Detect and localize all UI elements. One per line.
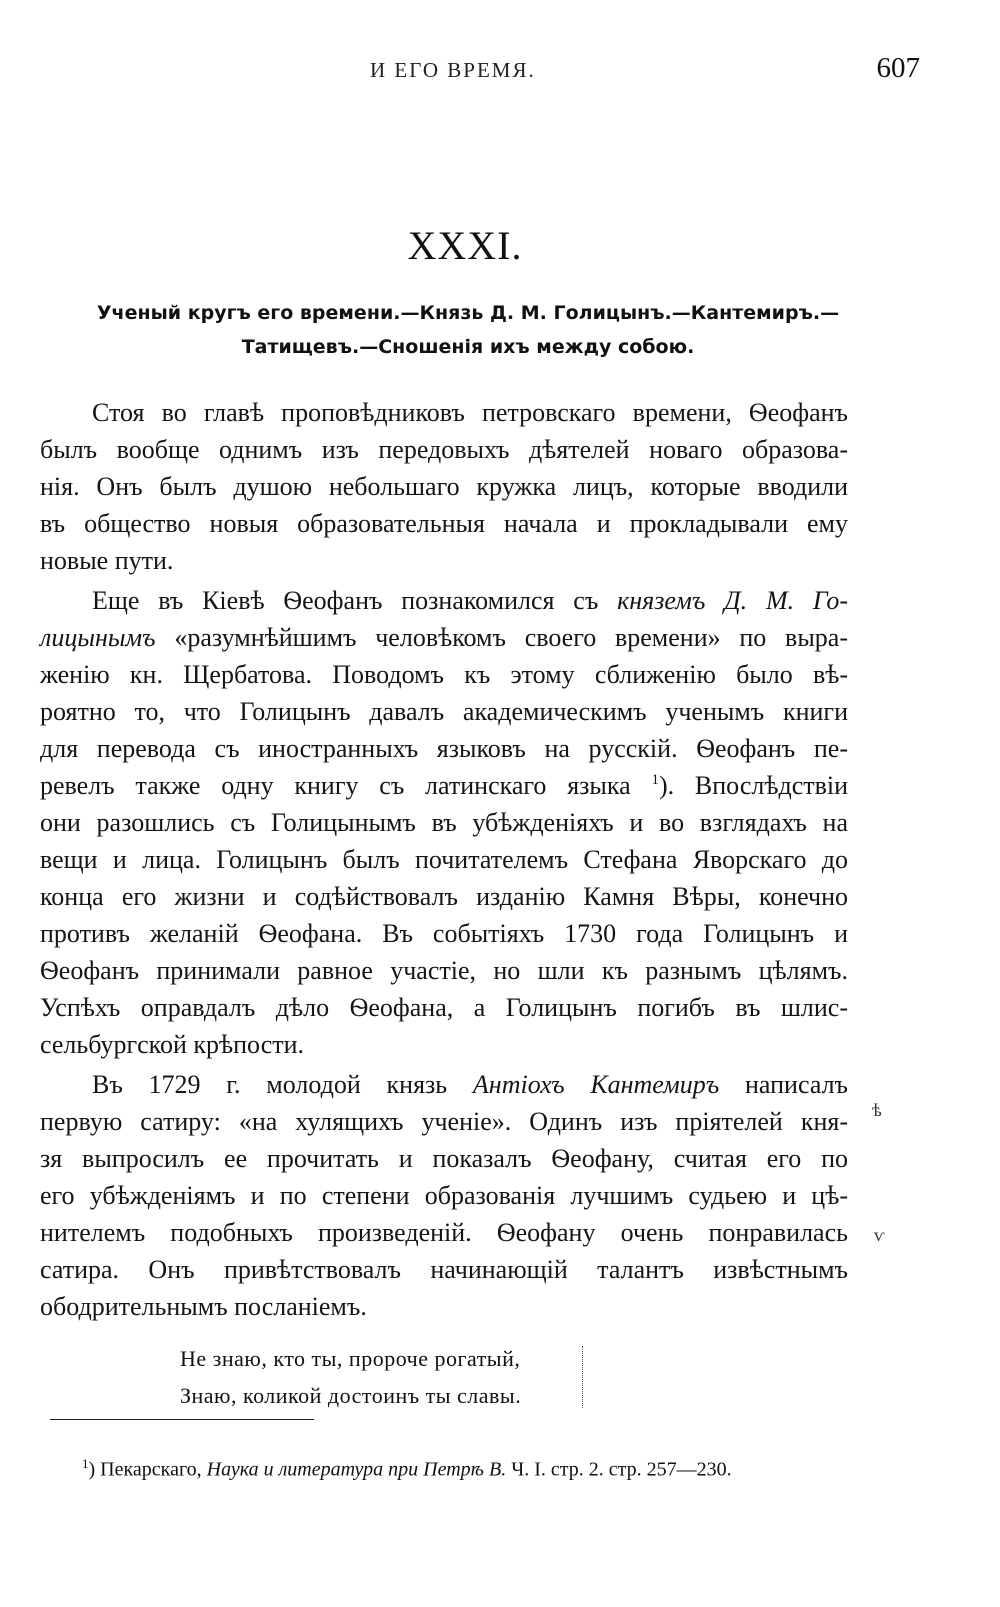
text-line: они разошлись съ Голицынымъ въ убѣжденіяхъ и во взглядахъ на — [40, 808, 848, 837]
text-line: въ общество новыя образовательныя начала и прокладывали ему — [40, 509, 848, 538]
italic-name: лицынымъ — [40, 623, 156, 652]
text-line: нителемъ подобныхъ произведеній. Ѳеофану очень понравилась — [40, 1218, 848, 1247]
chapter-summary — [38, 296, 898, 364]
summary-line: Татищевъ.—Сношенія ихъ между собою. — [241, 336, 695, 358]
text-line: лицынымъ «разумнѣйшимъ человѣкомъ своего времени» по выра- — [40, 623, 848, 652]
text-line: вещи и лица. Голицынъ былъ почитателемъ Стефана Яворскаго до — [40, 845, 848, 874]
footnote-rule — [50, 1419, 314, 1420]
text-line: Въ 1729 г. молодой князь Антіохъ Кантемиръ написалъ — [92, 1070, 848, 1099]
text-line: ревелъ также одну книгу съ латинскаго языка $^1$). Впослѣдствіи — [40, 771, 849, 800]
text-line: первую сатиру: «на хулящихъ ученіе». Одинъ изъ пріятелей кня- — [40, 1107, 848, 1136]
footnote-reference: 1 — [651, 772, 659, 788]
margin-mark: ѣ — [872, 1100, 882, 1120]
text-line: Ѳеофанъ принимали равное участіе, но шли къ разнымъ цѣлямъ. — [40, 956, 848, 985]
text-line: противъ желаній Ѳеофана. Въ событіяхъ 1730 года Голицынъ и — [40, 919, 848, 948]
text-line: новые пути. — [40, 546, 174, 575]
chapter-number: XXXI. — [407, 223, 523, 268]
text-line: сатира. Онъ привѣтствовалъ начинающій талантъ извѣстнымъ — [40, 1255, 848, 1284]
footnote-title: Наука и литература при Петрѣ В. — [206, 1458, 507, 1481]
text-line: Еще въ Кіевѣ Ѳеофанъ познакомился съ княземъ Д. М. Го- — [92, 586, 849, 615]
text-line: Стоя во главѣ проповѣдниковъ петровскаго времени, Ѳеофанъ — [92, 398, 848, 427]
verse-bracket — [582, 1346, 585, 1408]
verse-line: Не знаю, кто ты, пророче рогатый, — [180, 1346, 521, 1371]
italic-name: княземъ Д. М. Го- — [617, 586, 849, 615]
text-line: женію кн. Щербатова. Поводомъ къ этому сближенію было вѣ- — [40, 660, 848, 689]
running-title: И ЕГО ВРЕМЯ. — [370, 58, 536, 82]
margin-mark: ѵ — [874, 1225, 885, 1245]
text-line: конца его жизни и содѣйствовалъ изданію Камня Вѣры, конечно — [40, 882, 848, 911]
footnote-marker: 1 — [82, 1456, 89, 1471]
footnote: $^1$) Пекарскаго, Наука и литература при Петрѣ В. Ч. I. стр. 2. стр. 257—230. — [82, 1456, 732, 1481]
text-line: роятно то, что Голицынъ давалъ академическимъ ученымъ книги — [40, 697, 848, 726]
verse-quote — [180, 1340, 600, 1414]
italic-name: Антіохъ Кантемиръ — [472, 1070, 720, 1099]
text-line: ободрительнымъ посланіемъ. — [40, 1292, 367, 1321]
page-number: 607 — [876, 52, 920, 84]
text-line: его убѣжденіямъ и по степени образованія лучшимъ судьею и цѣ- — [40, 1181, 848, 1210]
summary-line: Ученый кругъ его времени.—Князь Д. М. Голицынъ.—Кантемиръ.— — [96, 302, 840, 324]
text-line: Успѣхъ оправдалъ дѣло Ѳеофана, а Голицынъ погибъ въ шлис- — [40, 993, 848, 1022]
running-head — [40, 52, 920, 92]
text-line: былъ вообще однимъ изъ передовыхъ дѣятелей новаго образова- — [40, 435, 848, 464]
text-line: нія. Онъ былъ душою небольшаго кружка лицъ, которые вводили — [40, 472, 848, 501]
text-line: зя выпросилъ ее прочитать и показалъ Ѳеофану, считая его по — [40, 1144, 848, 1173]
text-line: сельбургской крѣпости. — [40, 1030, 305, 1059]
verse-line: Знаю, коликой достоинъ ты славы. — [180, 1383, 522, 1408]
text-line: для перевода съ иностранныхъ языковъ на русскій. Ѳеофанъ пе- — [40, 734, 848, 763]
